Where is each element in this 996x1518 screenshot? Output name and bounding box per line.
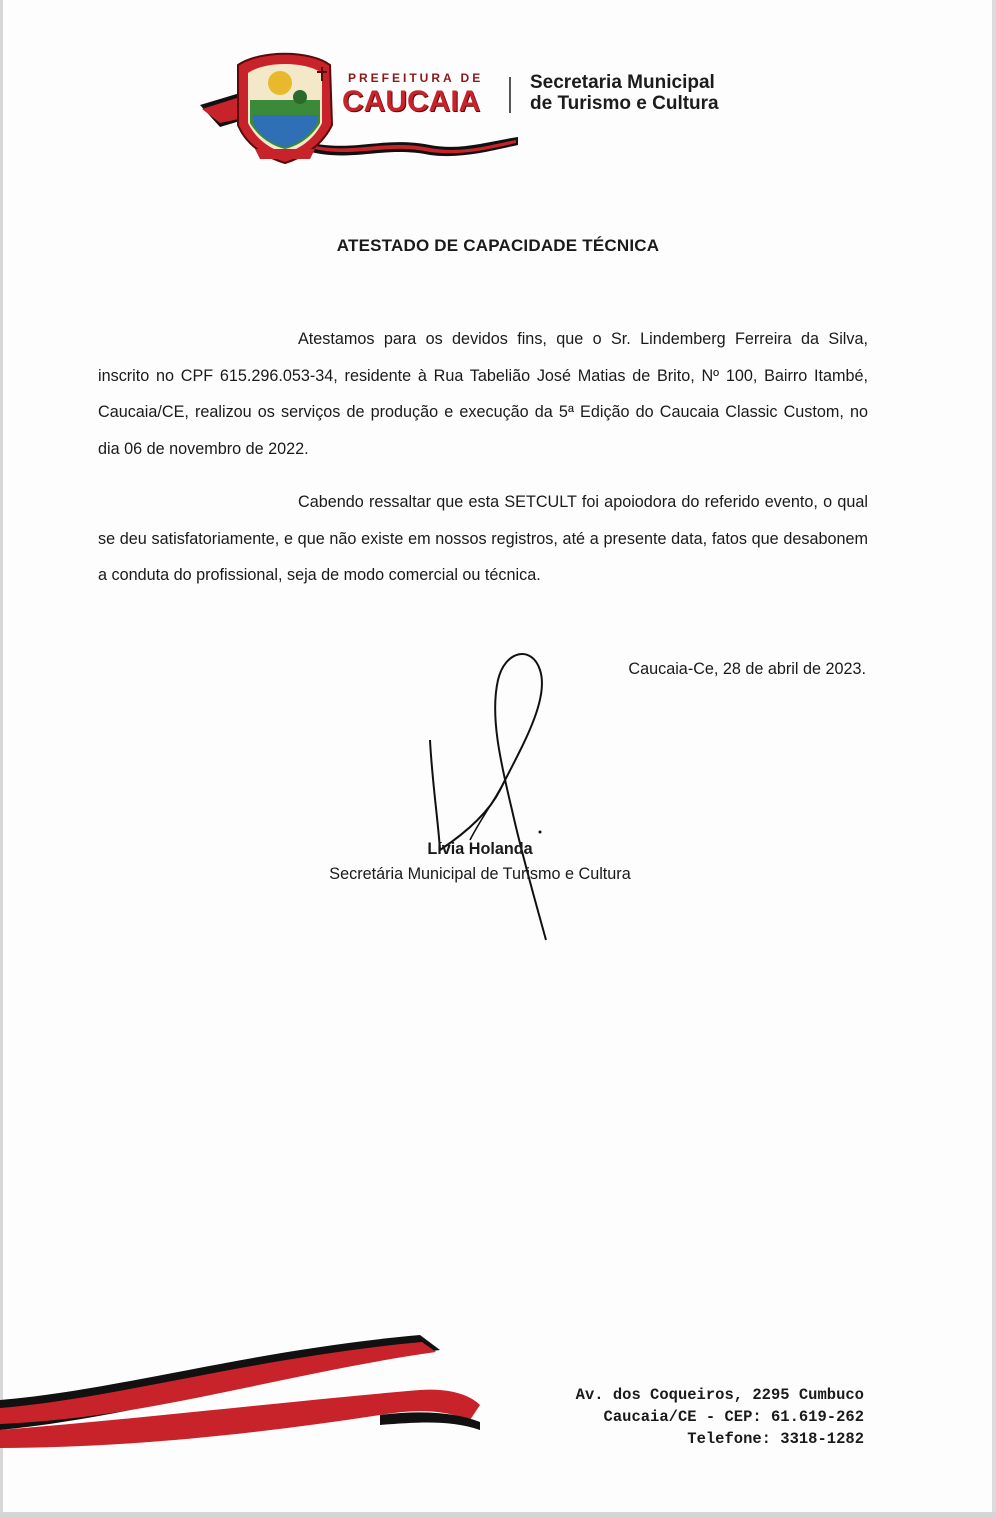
department-line-2: de Turismo e Cultura [530,93,719,114]
scan-edge-left [0,0,3,1518]
paragraph-1-text: Atestamos para os devidos fins, que o Sr. Lindemberg Ferreira da Silva, inscrito no CPF 615.296.053-34, residente à Rua Tabelião José Matias de Brito, Nº 100, Bairro Itambé, Caucaia/CE, realizou os serviços de produção e execução da 5ª Edição do Caucaia Classic Custom, no dia 06 de novembro de 2022. [98,330,868,458]
document-title: ATESTADO DE CAPACIDADE TÉCNICA [336,236,660,255]
department-line-1: Secretaria Municipal [530,72,715,93]
paragraph-2 [98,484,868,594]
paragraph-2-text: Cabendo ressaltar que esta SETCULT foi apoiodora do referido evento, o qual se deu satisfatoriamente, e que não existe em nossos registros, até a presente data, fatos que desabonem a conduta do profissional, seja de modo comercial ou técnica. [98,493,868,584]
scan-edge-right [992,0,996,1518]
document-date: Caucaia-Ce, 28 de abril de 2023. [628,660,866,678]
signer-role: Secretária Municipal de Turismo e Cultura [329,865,631,883]
department-name [530,72,719,114]
footer-address [576,1384,864,1450]
letterhead [200,45,760,170]
header-divider [509,77,511,113]
paragraph-1 [98,321,868,467]
address-line-1: Av. dos Coqueiros, 2295 Cumbuco [575,1386,864,1404]
signer-name: Lívia Holanda [427,840,533,858]
footer-ribbon-decoration [0,1330,480,1450]
city-name: CAUCAIA [342,85,481,118]
handwritten-signature [400,640,580,950]
scan-edge-bottom [0,1512,996,1518]
address-line-2: Caucaia/CE - CEP: 61.619-262 [603,1408,864,1426]
address-line-3: Telefone: 3318-1282 [687,1430,864,1448]
prefeitura-label: PREFEITURA DE [348,71,484,85]
